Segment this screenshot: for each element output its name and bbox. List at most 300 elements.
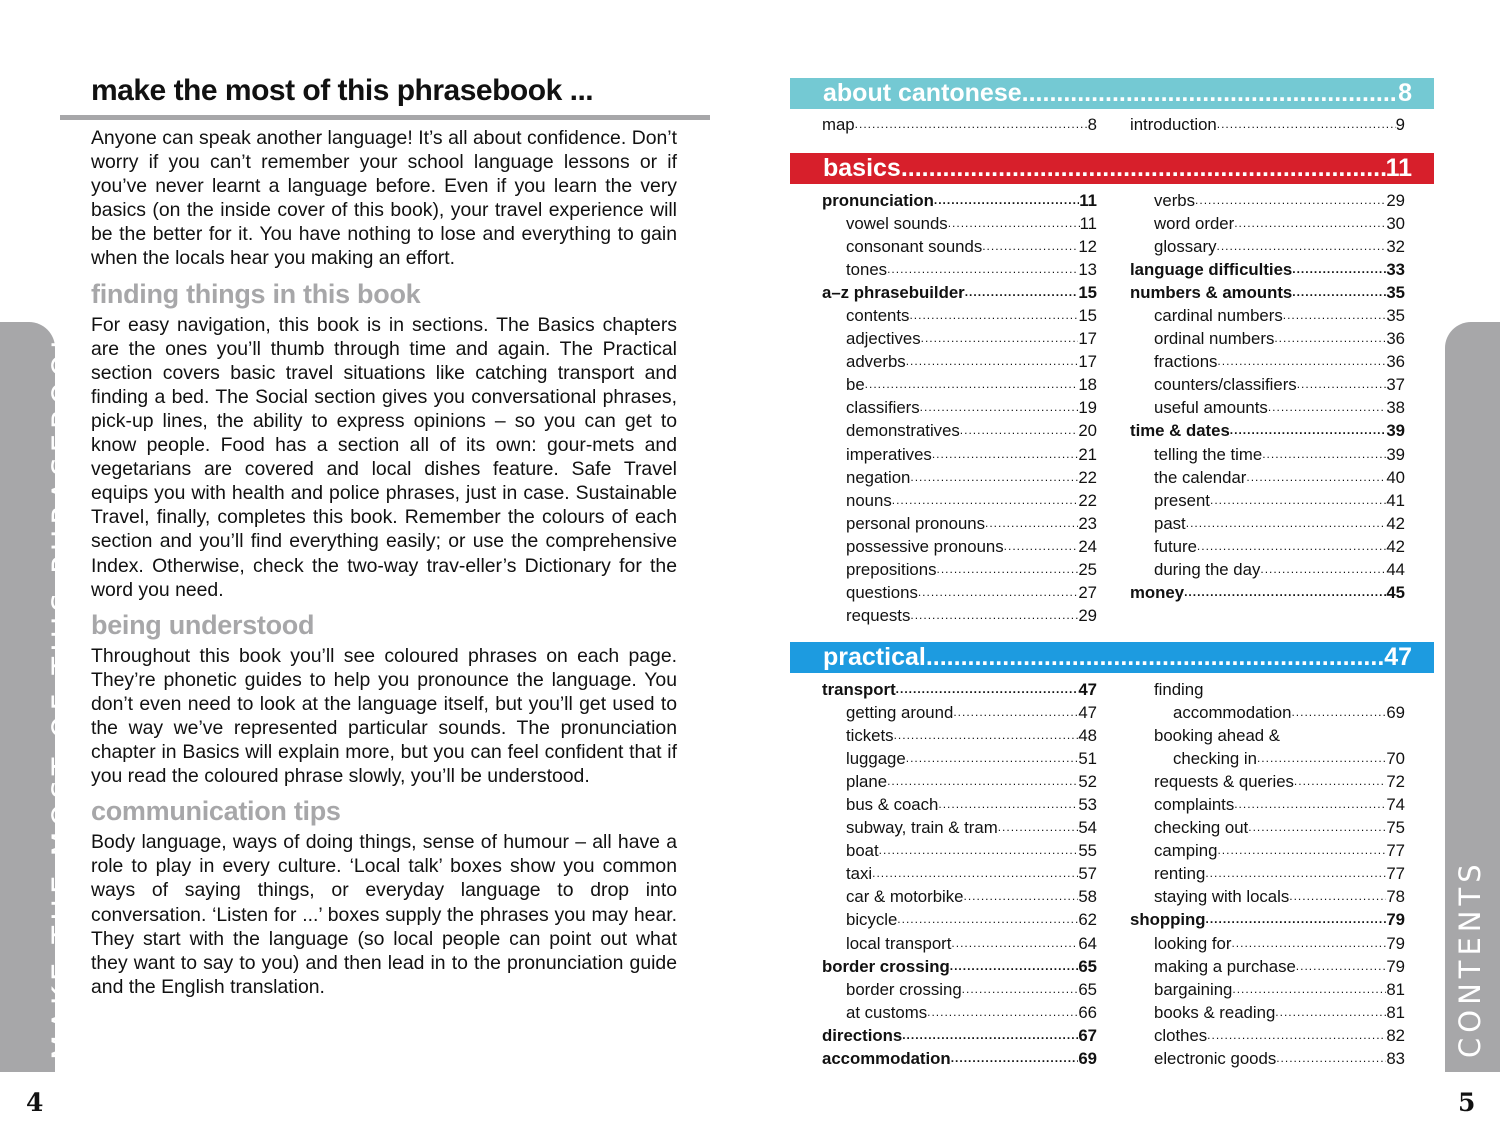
toc-entry-label: requests (846, 605, 911, 625)
toc-entry-page: 17 (1078, 352, 1097, 372)
toc-entry[interactable] (822, 581, 1097, 604)
toc-entry[interactable] (1130, 770, 1405, 793)
toc-entry-label: vowel sounds (846, 214, 948, 234)
toc-entry-page: 36 (1386, 352, 1405, 372)
toc-leader-dots (906, 747, 1079, 770)
toc-entry[interactable] (822, 816, 1097, 839)
toc-leader-dots (1276, 1047, 1386, 1070)
toc-entry-page: 32 (1386, 237, 1405, 257)
toc-entry[interactable] (1130, 1001, 1405, 1024)
toc-leader-dots (932, 443, 1079, 466)
toc-entry-page: 13 (1078, 260, 1097, 280)
toc-entry-label: be (846, 375, 865, 395)
toc-entry-label: tones (846, 260, 888, 280)
toc-entry[interactable] (1130, 212, 1405, 235)
toc-entry[interactable] (822, 978, 1097, 1001)
toc-entry-label: complaints (1154, 795, 1235, 815)
toc-entry-page: 67 (1078, 1025, 1097, 1045)
toc-leader-dots (1234, 212, 1386, 235)
page-title: make the most of this phrasebook ... (91, 74, 594, 107)
toc-entry[interactable] (822, 908, 1097, 931)
toc-entry-label: taxi (846, 864, 873, 884)
toc-leader-dots (892, 489, 1079, 512)
toc-entry-page: 23 (1078, 513, 1097, 533)
toc-entry[interactable] (1130, 489, 1405, 512)
toc-entry[interactable] (822, 770, 1097, 793)
toc-entry-page: 69 (1078, 1048, 1097, 1068)
toc-entry-page: 65 (1078, 979, 1097, 999)
toc-leader-dots (950, 955, 1079, 978)
toc-entry[interactable] (1130, 350, 1405, 373)
toc-entry[interactable] (1130, 885, 1405, 908)
toc-entry-page: 42 (1386, 513, 1405, 533)
toc-leader-dots (1231, 932, 1386, 955)
toc-entry-page: 30 (1386, 214, 1405, 234)
toc-entry[interactable] (1130, 327, 1405, 350)
toc-entry[interactable] (822, 862, 1097, 885)
section-heading: communication tips (91, 796, 341, 827)
toc-entry-label: checking out (1154, 818, 1249, 838)
toc-leader-dots (896, 678, 1079, 701)
toc-entry-page: 40 (1386, 467, 1405, 487)
toc-entry[interactable] (1130, 724, 1405, 747)
toc-entry-label: shopping (1130, 910, 1206, 930)
toc-column-practical-right (1130, 678, 1405, 1070)
toc-column-about-right (1130, 113, 1405, 136)
toc-leader-dots (1275, 1001, 1386, 1024)
toc-leader-dots (910, 466, 1078, 489)
section-bar-basics[interactable] (790, 153, 1434, 184)
toc-leader-dots (1217, 350, 1386, 373)
toc-column-practical-left (822, 678, 1097, 1070)
toc-entry-page: 41 (1386, 490, 1405, 510)
toc-entry-page: 54 (1078, 818, 1097, 838)
toc-entry-label: pronunciation (822, 191, 934, 210)
toc-entry-page: 47 (1078, 680, 1097, 699)
toc-entry-label: adverbs (846, 352, 906, 372)
toc-entry-page: 82 (1386, 1025, 1405, 1045)
toc-entry-label: plane (846, 772, 888, 792)
toc-entry-page: 11 (1079, 191, 1097, 210)
toc-entry[interactable] (822, 724, 1097, 747)
toc-leader-dots (964, 885, 1079, 908)
toc-entry[interactable] (822, 396, 1097, 419)
toc-entry-page: 66 (1078, 1002, 1097, 1022)
toc-entry-label: fractions (1154, 352, 1218, 372)
toc-leader-dots (909, 304, 1078, 327)
toc-entry-label: classifiers (846, 398, 920, 418)
toc-entry[interactable] (822, 839, 1097, 862)
toc-entry-page: 70 (1386, 749, 1405, 769)
toc-leader-dots (948, 212, 1080, 235)
section-bar-page: 11 (1385, 154, 1412, 182)
toc-entry-label: imperatives (846, 444, 932, 464)
toc-leader-dots (1274, 327, 1386, 350)
toc-entry[interactable] (822, 281, 1097, 304)
toc-entry-label: consonant sounds (846, 237, 983, 257)
toc-entry-page: 15 (1078, 283, 1097, 303)
toc-entry[interactable] (822, 304, 1097, 327)
toc-leader-dots (965, 281, 1079, 304)
toc-leader-dots (1262, 443, 1386, 466)
toc-entry[interactable] (822, 466, 1097, 489)
toc-entry[interactable] (822, 1047, 1097, 1070)
toc-entry-label: ordinal numbers (1154, 329, 1275, 349)
toc-entry-page: 79 (1386, 956, 1405, 976)
toc-entry-label: nouns (846, 490, 892, 510)
toc-entry-label: finding (1154, 680, 1204, 699)
section-heading: being understood (91, 609, 315, 640)
toc-entry[interactable] (1130, 839, 1405, 862)
toc-entry-page: 37 (1386, 375, 1405, 395)
section-heading: finding things in this book (91, 278, 421, 309)
toc-entry-label: the calendar (1154, 467, 1247, 487)
toc-entry-label: telling the time (1154, 444, 1263, 464)
toc-column-basics-right (1130, 189, 1405, 604)
section-bar-title: practical (823, 643, 926, 671)
toc-entry[interactable] (1130, 535, 1405, 558)
toc-leader-dots (1260, 558, 1386, 581)
toc-entry-label: questions (846, 582, 918, 602)
toc-entry-label: contents (846, 306, 910, 326)
toc-leader-dots (879, 839, 1079, 862)
toc-entry-page: 38 (1386, 398, 1405, 418)
toc-leader-dots (951, 932, 1078, 955)
toc-entry-page: 21 (1078, 444, 1097, 464)
toc-leader-dots (934, 189, 1079, 212)
toc-entry[interactable] (822, 558, 1097, 581)
toc-leader-dots (1296, 955, 1387, 978)
toc-leader-dots (887, 770, 1078, 793)
toc-leader-dots (951, 1047, 1079, 1070)
toc-leader-dots (894, 724, 1079, 747)
toc-leader-dots (920, 396, 1079, 419)
toc-entry-page: 39 (1386, 421, 1405, 441)
toc-entry-page: 65 (1078, 956, 1097, 976)
toc-leader-dots (1210, 489, 1386, 512)
toc-entry[interactable] (822, 747, 1097, 770)
section-bar-page: 8 (1398, 79, 1412, 107)
toc-entry-label: negation (846, 467, 911, 487)
toc-entry[interactable] (822, 678, 1097, 701)
toc-entry-page: 58 (1078, 887, 1097, 907)
toc-entry[interactable] (1130, 235, 1405, 258)
toc-entry-label: subway, train & tram (846, 818, 998, 838)
toc-leader-dots (1234, 793, 1386, 816)
toc-leader-dots (1203, 678, 1405, 701)
toc-entry-label: books & reading (1154, 1002, 1276, 1022)
toc-entry[interactable] (822, 350, 1097, 373)
toc-leader-dots (1248, 816, 1386, 839)
left-body (91, 126, 677, 999)
toc-entry-page: 52 (1078, 772, 1097, 792)
toc-entry-page: 51 (1078, 749, 1097, 769)
toc-entry[interactable] (822, 932, 1097, 955)
toc-leader-dots (927, 1001, 1078, 1024)
toc-leader-dots (1291, 701, 1386, 724)
toc-entry-label: checking in (1173, 749, 1257, 769)
section-bar-title: basics (823, 154, 901, 182)
toc-entry[interactable] (1130, 908, 1405, 931)
toc-leader-dots (1292, 258, 1386, 281)
toc-entry-page: 72 (1386, 772, 1405, 792)
toc-entry-label: requests & queries (1154, 772, 1294, 792)
toc-entry-label: glossary (1154, 237, 1217, 257)
toc-entry-page: 12 (1078, 237, 1097, 257)
toc-entry-page: 18 (1078, 375, 1097, 395)
section-bar-practical[interactable] (790, 642, 1434, 673)
toc-leader-dots (1280, 724, 1405, 747)
toc-entry[interactable] (1130, 281, 1405, 304)
toc-entry-page: 35 (1386, 306, 1405, 326)
toc-leader-dots (1246, 466, 1386, 489)
toc-entry-page: 64 (1078, 933, 1097, 953)
toc-entry-label: bus & coach (846, 795, 939, 815)
toc-entry-page: 83 (1386, 1048, 1405, 1068)
toc-entry[interactable] (822, 189, 1097, 212)
toc-entry-label: clothes (1154, 1025, 1208, 1045)
toc-leader-dots (897, 908, 1078, 931)
toc-entry-page: 44 (1386, 559, 1405, 579)
toc-entry-label: time & dates (1130, 421, 1230, 441)
toc-entry-page: 39 (1386, 444, 1405, 464)
toc-entry[interactable] (1130, 1047, 1405, 1070)
toc-entry-page: 74 (1386, 795, 1405, 815)
toc-entry[interactable] (822, 212, 1097, 235)
toc-entry[interactable] (1130, 862, 1405, 885)
toc-entry-label: tickets (846, 726, 894, 746)
toc-entry-label: staying with locals (1154, 887, 1290, 907)
toc-entry-label: introduction (1130, 115, 1217, 134)
toc-entry-page: 77 (1386, 864, 1405, 884)
toc-entry-label: getting around (846, 703, 954, 723)
toc-leader-dots (1283, 304, 1387, 327)
toc-leader-dots (1197, 535, 1386, 558)
toc-entry-page: 48 (1078, 726, 1097, 746)
toc-entry[interactable] (1130, 955, 1405, 978)
toc-entry[interactable] (822, 604, 1097, 627)
toc-entry[interactable] (822, 512, 1097, 535)
toc-entry-label: word order (1154, 214, 1235, 234)
toc-entry-page: 42 (1386, 536, 1405, 556)
toc-entry[interactable] (822, 793, 1097, 816)
toc-entry[interactable] (822, 535, 1097, 558)
toc-entry-label: prepositions (846, 559, 937, 579)
toc-entry[interactable] (1130, 373, 1405, 396)
toc-entry[interactable] (1130, 932, 1405, 955)
toc-entry[interactable] (1130, 466, 1405, 489)
toc-leader-dots (1184, 581, 1386, 604)
toc-column-basics-left (822, 189, 1097, 627)
toc-entry[interactable] (1130, 258, 1405, 281)
toc-entry-label: looking for (1154, 933, 1232, 953)
section-bar-about[interactable] (790, 78, 1434, 109)
toc-entry-label: language difficulties (1130, 260, 1293, 280)
toc-entry-label: past (1154, 513, 1186, 533)
toc-leader-dots (1004, 535, 1079, 558)
toc-entry-page: 20 (1078, 421, 1097, 441)
toc-leader-dots (998, 816, 1079, 839)
toc-entry-page: 81 (1386, 979, 1405, 999)
toc-leader-dots (918, 581, 1078, 604)
toc-leader-dots (960, 419, 1079, 442)
toc-entry-page: 11 (1079, 214, 1097, 234)
toc-column-about-left (822, 113, 1097, 136)
toc-entry[interactable] (822, 955, 1097, 978)
toc-entry-label: useful amounts (1154, 398, 1268, 418)
toc-entry-label: a–z phrasebuilder (822, 283, 965, 303)
toc-entry-label: boat (846, 841, 879, 861)
toc-entry[interactable] (1130, 443, 1405, 466)
toc-entry-page: 33 (1386, 260, 1405, 280)
toc-leader-dots (910, 604, 1078, 627)
toc-leader-dots (865, 373, 1079, 396)
toc-entry-label: border crossing (846, 979, 962, 999)
toc-entry-label: car & motorbike (846, 887, 964, 907)
toc-entry-label: verbs (1154, 191, 1196, 210)
toc-leader-dots (1268, 396, 1387, 419)
toc-entry-page: 19 (1078, 398, 1097, 418)
toc-entry-page: 29 (1386, 191, 1405, 210)
toc-entry-label: demonstratives (846, 421, 960, 441)
toc-entry-label: during the day (1154, 559, 1261, 579)
right-side-tab-label: CONTENTS (1453, 859, 1487, 1058)
toc-entry-label: present (1154, 490, 1210, 510)
toc-entry-label: numbers & amounts (1130, 283, 1293, 303)
toc-leader-dots (962, 978, 1079, 1001)
toc-entry-page: 29 (1078, 605, 1097, 625)
toc-entry-label: accommodation (1173, 703, 1292, 723)
toc-entry-page: 24 (1078, 536, 1097, 556)
toc-entry-page: 22 (1078, 490, 1097, 510)
toc-leader-dots (1217, 235, 1387, 258)
toc-entry[interactable] (822, 885, 1097, 908)
toc-entry-label: accommodation (822, 1048, 951, 1068)
toc-leader-dots (1186, 512, 1387, 535)
toc-entry[interactable] (1130, 558, 1405, 581)
right-page-number: 5 (1458, 1088, 1476, 1117)
section-paragraph: For easy navigation, this book is in sections. The Basics chapters are the ones you’ll thumb through time and again. The Practical section covers basic travel situations like catching transport and finding a bed. The Social section gives you conversational phrases, pick-up lines, the ability to express opinions – so you can get to know people. Food has a section all of its own: gour-mets and vegetarians are covered and local dishes feature. Safe Travel equips you with health and police phrases, just in case. Sustainable Travel, finally, completes this book. Remember the colours of each section and you’ll find everything easily; or use the comprehensive Index. Otherwise, check the two-way trav-eller’s Dictionary for the word you need. (91, 313, 677, 601)
toc-entry-page: 79 (1386, 910, 1405, 930)
toc-leader-dots (1232, 978, 1386, 1001)
toc-entry-label: transport (822, 680, 896, 699)
toc-leader-dots (1205, 862, 1386, 885)
toc-entry-label: making a purchase (1154, 956, 1296, 976)
toc-entry-label: map (822, 115, 855, 134)
toc-entry-page: 9 (1395, 115, 1405, 134)
toc-entry-page: 15 (1078, 306, 1097, 326)
toc-entry[interactable] (822, 235, 1097, 258)
toc-entry[interactable] (822, 701, 1097, 724)
left-side-tab-label: MAKE THE MOST OF THIS PHRASEBOOK (46, 325, 80, 1060)
toc-entry-label: luggage (846, 749, 906, 769)
toc-entry-page: 45 (1386, 582, 1405, 602)
toc-leader-dots (938, 793, 1078, 816)
toc-entry-label: possessive pronouns (846, 536, 1004, 556)
toc-leader-dots (982, 235, 1078, 258)
toc-entry[interactable] (1130, 581, 1405, 604)
toc-entry[interactable] (1130, 678, 1405, 701)
toc-entry[interactable] (1130, 747, 1405, 770)
toc-entry-label: cardinal numbers (1154, 306, 1283, 326)
toc-entry[interactable] (1130, 396, 1405, 419)
toc-entry[interactable] (822, 258, 1097, 281)
toc-entry-page: 36 (1386, 329, 1405, 349)
toc-entry-label: at customs (846, 1002, 928, 1022)
toc-entry[interactable] (822, 373, 1097, 396)
toc-entry[interactable] (1130, 512, 1405, 535)
section-paragraph: Body language, ways of doing things, sense of humour – all have a role to play in every culture. ‘Local talk’ boxes show you common ways of saying things, or everyday language to drop into conversation. ‘Listen for ...’ boxes supply the phrases you may hear. They start with the language (so local people can point out what they want to say to you) and then lead in to the pronunciation guide and the English translation. (91, 831, 677, 998)
section-bar-page: 47 (1384, 643, 1412, 671)
title-rule (60, 115, 710, 120)
toc-entry-page: 55 (1078, 841, 1097, 861)
toc-entry[interactable] (822, 1001, 1097, 1024)
toc-entry[interactable] (822, 113, 1097, 136)
toc-entry-label: camping (1154, 841, 1218, 861)
intro-paragraph: Anyone can speak another language! It’s all about confidence. Don’t worry if you can’t remember your school language lessons or if you’ve never learnt a language before. Even if you learn the very basics (on the inside cover of this book), your travel experience will be the better for it. You have nothing to lose and everything to gain when the locals hear you making an effort. (91, 127, 677, 270)
toc-entry[interactable] (1130, 113, 1405, 136)
toc-entry-label: future (1154, 536, 1197, 556)
toc-entry-label: border crossing (822, 956, 950, 976)
toc-entry-label: bargaining (1154, 979, 1233, 999)
toc-entry[interactable] (1130, 701, 1405, 724)
toc-leader-dots (985, 512, 1078, 535)
toc-entry-label: electronic goods (1154, 1048, 1277, 1068)
toc-entry[interactable] (1130, 1024, 1405, 1047)
toc-entry-page: 17 (1078, 329, 1097, 349)
toc-leader-dots (872, 862, 1078, 885)
toc-entry-label: bicycle (846, 910, 898, 930)
toc-leader-dots (902, 1024, 1078, 1047)
toc-leader-dots (1292, 281, 1386, 304)
toc-leader-dots (1294, 770, 1386, 793)
toc-entry-page: 75 (1386, 818, 1405, 838)
toc-entry[interactable] (1130, 793, 1405, 816)
toc-leader-dots (1206, 908, 1387, 931)
toc-entry-page: 79 (1386, 933, 1405, 953)
section-bar-title: about cantonese (823, 79, 1022, 107)
toc-entry[interactable] (822, 443, 1097, 466)
toc-leader-dots (855, 113, 1088, 136)
toc-entry-page: 81 (1386, 1002, 1405, 1022)
toc-leader-dots (937, 558, 1079, 581)
toc-entry-label: personal pronouns (846, 513, 986, 533)
toc-entry-label: local transport (846, 933, 952, 953)
toc-entry[interactable] (1130, 978, 1405, 1001)
toc-leader-dots (906, 350, 1079, 373)
toc-entry-label: adjectives (846, 329, 921, 349)
section-paragraph: Throughout this book you’ll see coloured phrases on each page. They’re phonetic guides to help you pronounce the language. You don’t even need to look at the language itself, but you’ll get used to the way we’ve represented particular sounds. The pronunciation chapter in Basics will explain more, but you can feel confident that if you read the coloured phrase slowly, you’ll be understood. (91, 644, 677, 788)
toc-entry[interactable] (822, 489, 1097, 512)
toc-entry[interactable] (822, 419, 1097, 442)
toc-entry[interactable] (1130, 419, 1405, 442)
toc-entry[interactable] (1130, 304, 1405, 327)
toc-entry[interactable] (822, 327, 1097, 350)
toc-leader-dots (1217, 839, 1386, 862)
toc-entry-page: 78 (1386, 887, 1405, 907)
toc-entry-page: 62 (1078, 910, 1097, 930)
toc-entry-page: 35 (1386, 283, 1405, 303)
toc-entry-page: 77 (1386, 841, 1405, 861)
toc-entry[interactable] (822, 1024, 1097, 1047)
toc-entry[interactable] (1130, 816, 1405, 839)
toc-entry-page: 27 (1078, 582, 1097, 602)
toc-entry-page: 22 (1078, 467, 1097, 487)
toc-entry[interactable] (1130, 189, 1405, 212)
toc-leader-dots (887, 258, 1078, 281)
toc-entry-page: 47 (1078, 703, 1097, 723)
toc-leader-dots (1230, 419, 1387, 442)
